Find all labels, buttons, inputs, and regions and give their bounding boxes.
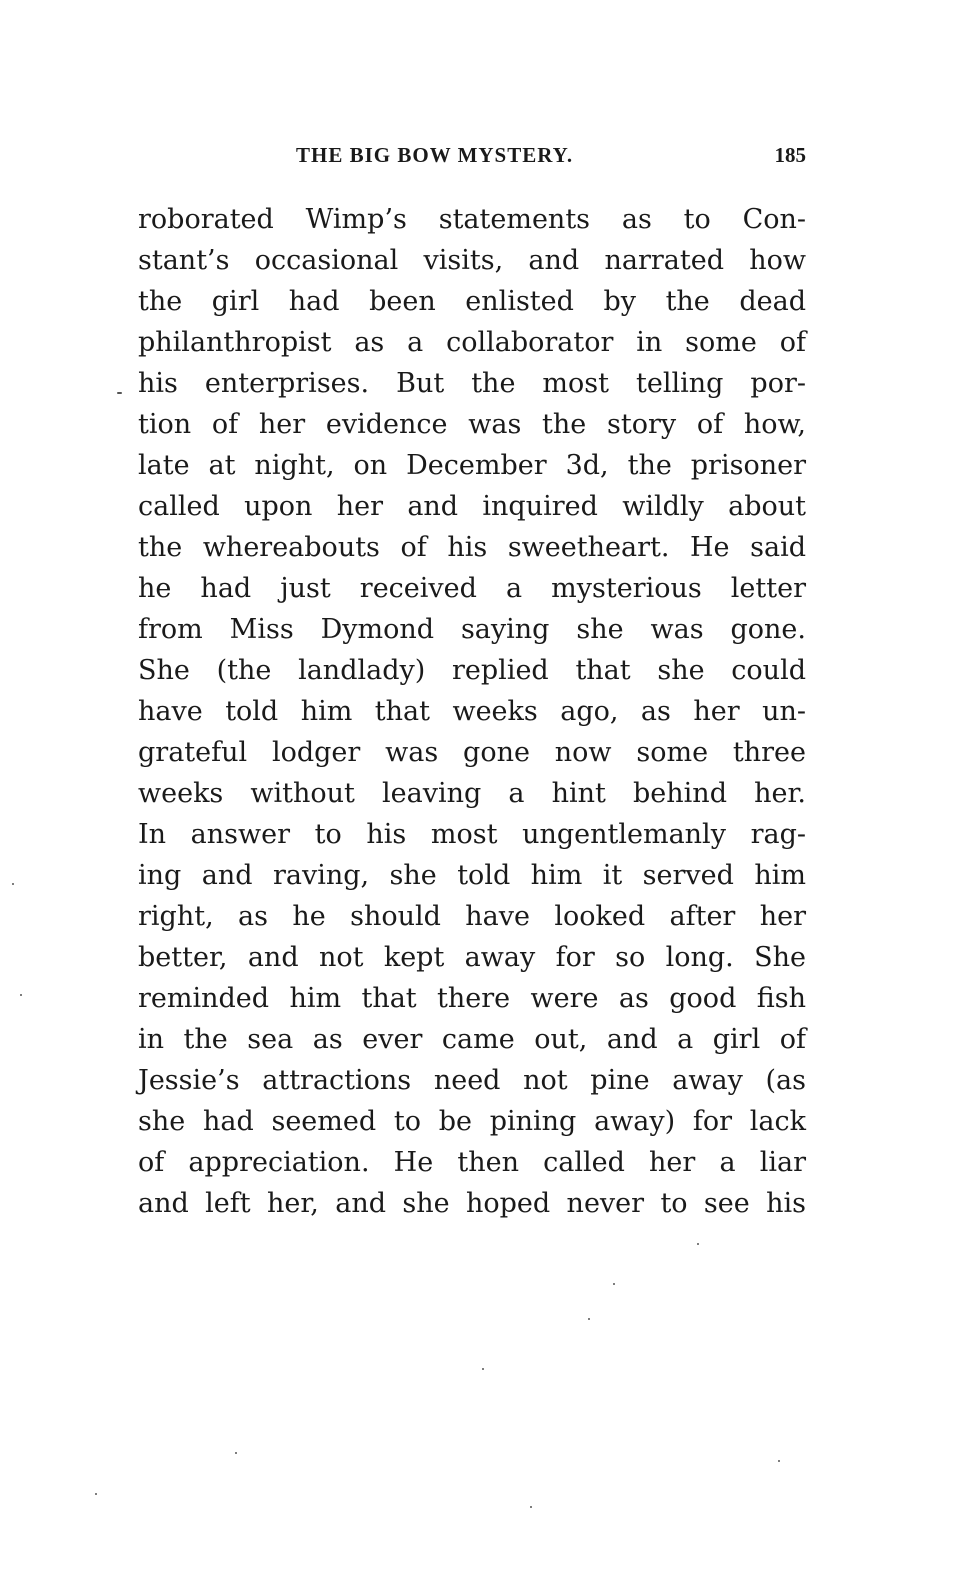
page-number: 185 <box>774 143 806 167</box>
text-line: have told him that weeks ago, as her un- <box>138 696 806 727</box>
scan-speck <box>697 1243 699 1245</box>
text-line: She (the landlady) replied that she could <box>138 655 806 686</box>
scan-speck <box>20 994 22 996</box>
text-line: he had just received a mysterious letter <box>138 573 806 604</box>
scan-speck <box>117 392 122 394</box>
text-line: stant’s occasional visits, and narrated how <box>138 245 806 276</box>
text-line: reminded him that there were as good fish <box>138 983 806 1014</box>
text-line: of appreciation. He then called her a liar <box>138 1147 806 1178</box>
text-line: In answer to his most ungentlemanly rag- <box>138 819 806 850</box>
text-line: she had seemed to be pining away) for lack <box>138 1106 806 1137</box>
scan-speck <box>613 1283 615 1285</box>
scan-speck <box>235 1452 237 1454</box>
text-line: his enterprises. But the most telling por- <box>138 368 806 399</box>
scan-speck <box>12 883 14 885</box>
text-line: from Miss Dymond saying she was gone. <box>138 614 806 645</box>
text-line: the girl had been enlisted by the dead <box>138 286 806 317</box>
scan-speck <box>588 1318 590 1320</box>
scan-speck <box>482 1368 484 1370</box>
text-line: philanthropist as a collaborator in some of <box>138 327 806 358</box>
text-line: tion of her evidence was the story of how, <box>138 409 806 440</box>
text-line: roborated Wimp’s statements as to Con- <box>138 204 806 235</box>
text-line: better, and not kept away for so long. She <box>138 942 806 973</box>
text-line: ing and raving, she told him it served him <box>138 860 806 891</box>
scan-speck <box>95 1493 97 1495</box>
text-line: weeks without leaving a hint behind her. <box>138 778 806 809</box>
text-line: grateful lodger was gone now some three <box>138 737 806 768</box>
text-line: the whereabouts of his sweetheart. He said <box>138 532 806 563</box>
text-line: late at night, on December 3d, the prisoner <box>138 450 806 481</box>
running-head <box>296 143 806 173</box>
text-line: called upon her and inquired wildly about <box>138 491 806 522</box>
text-line: and left her, and she hoped never to see his <box>138 1188 806 1219</box>
text-line: Jessie’s attractions need not pine away (as <box>138 1065 806 1096</box>
body-text <box>138 199 806 1224</box>
scan-speck <box>530 1506 532 1508</box>
text-line: in the sea as ever came out, and a girl of <box>138 1024 806 1055</box>
running-title: THE BIG BOW MYSTERY. <box>296 143 574 167</box>
text-line: right, as he should have looked after her <box>138 901 806 932</box>
scan-speck <box>778 1460 780 1462</box>
